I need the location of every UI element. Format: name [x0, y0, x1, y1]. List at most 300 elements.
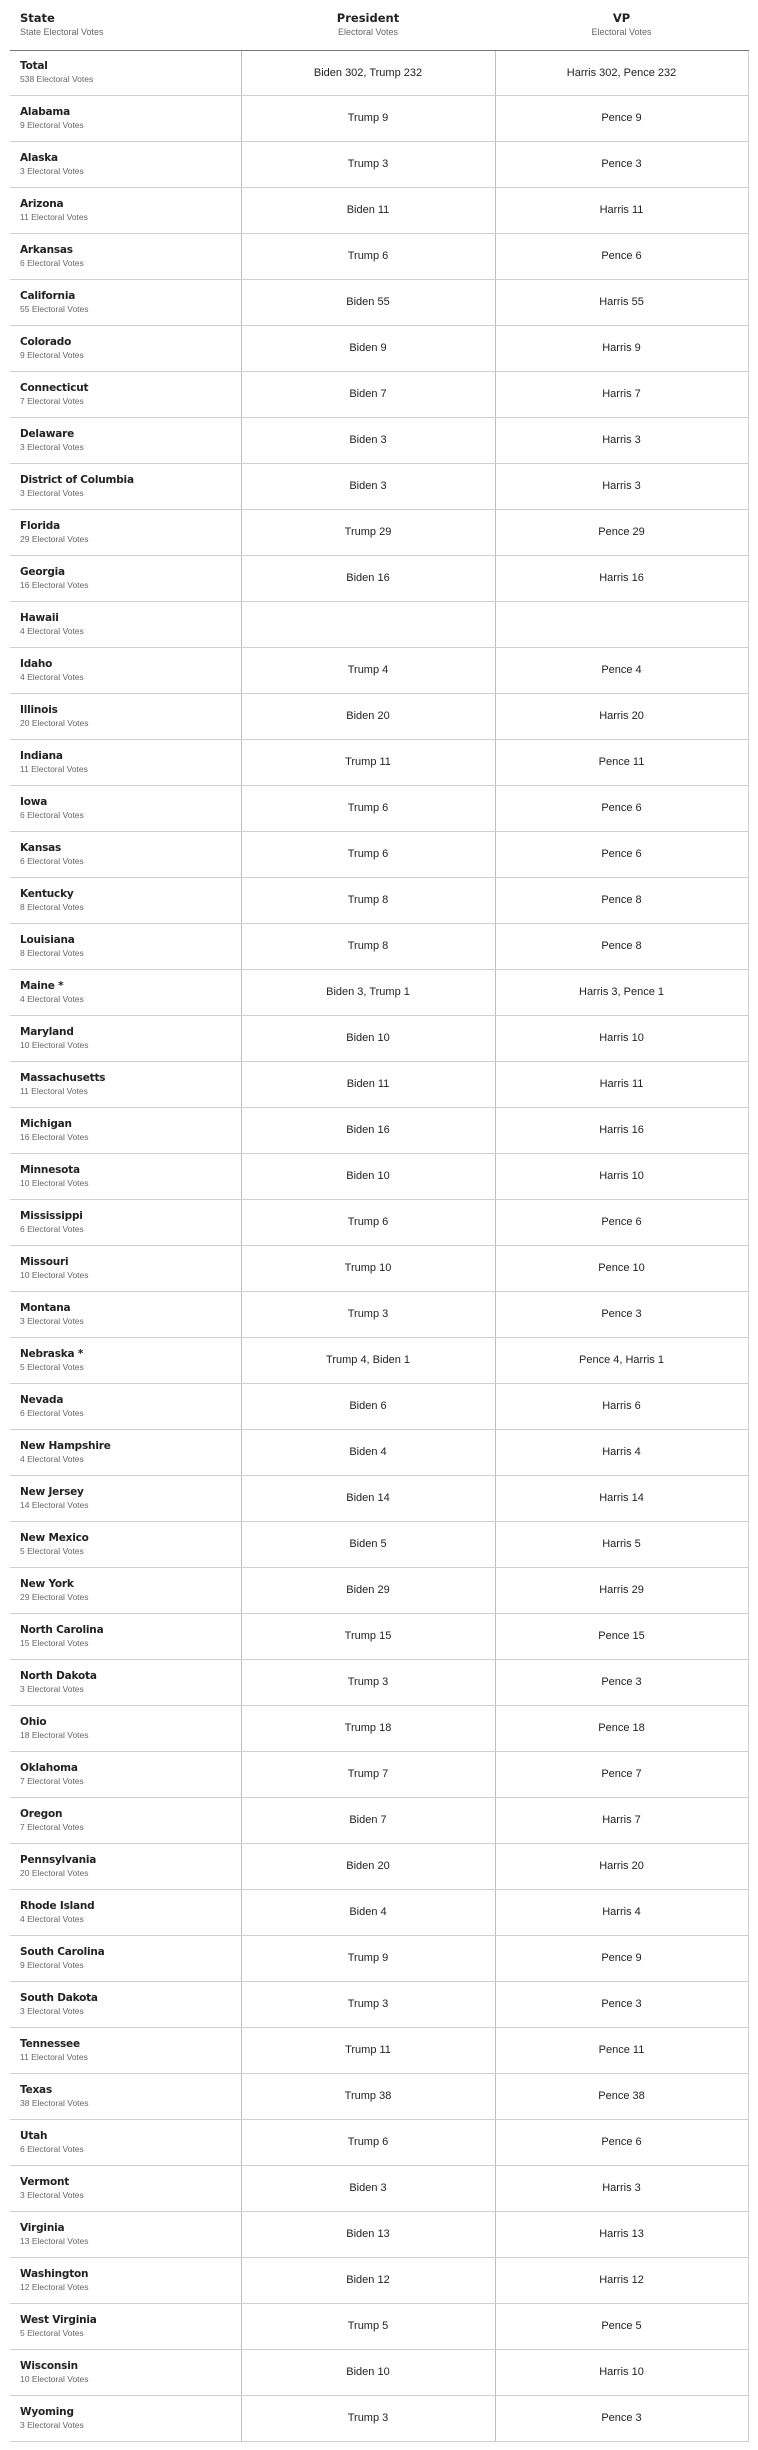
- state-electoral-votes: 4 Electoral Votes: [20, 625, 84, 636]
- president-votes-cell: Trump 8: [241, 923, 495, 969]
- state-electoral-votes: 3 Electoral Votes: [20, 1315, 84, 1326]
- state-electoral-votes: 18 Electoral Votes: [20, 1729, 89, 1740]
- state-electoral-votes: 9 Electoral Votes: [20, 119, 84, 130]
- state-cell: [10, 1521, 241, 1567]
- president-votes-cell: Biden 55: [241, 279, 495, 325]
- state-name: Texas: [20, 2083, 52, 2096]
- vp-votes-cell: Pence 7: [495, 1751, 748, 1797]
- state-cell: [10, 1153, 241, 1199]
- president-votes-cell: Trump 10: [241, 1245, 495, 1291]
- president-votes-cell: Trump 29: [241, 509, 495, 555]
- state-name: Florida: [20, 519, 60, 532]
- table-row: [10, 2165, 748, 2211]
- table-row: [10, 509, 748, 555]
- header-row: [10, 0, 748, 50]
- vp-votes-cell: Harris 4: [495, 1429, 748, 1475]
- state-cell: [10, 509, 241, 555]
- table-row: [10, 1337, 748, 1383]
- table-row: [10, 2027, 748, 2073]
- vp-votes-cell: Pence 6: [495, 233, 748, 279]
- state-cell: [10, 1015, 241, 1061]
- president-votes-cell: Trump 3: [241, 1659, 495, 1705]
- table-row: [10, 1429, 748, 1475]
- state-electoral-votes: 6 Electoral Votes: [20, 1223, 84, 1234]
- table-row: [10, 2257, 748, 2303]
- state-name: Rhode Island: [20, 1899, 95, 1912]
- state-name: South Dakota: [20, 1991, 98, 2004]
- president-votes-cell: Biden 16: [241, 555, 495, 601]
- president-votes-cell: Trump 4: [241, 647, 495, 693]
- state-electoral-votes: 9 Electoral Votes: [20, 1959, 84, 1970]
- state-electoral-votes: 5 Electoral Votes: [20, 1361, 84, 1372]
- president-votes-cell: Trump 3: [241, 1981, 495, 2027]
- state-electoral-votes: 29 Electoral Votes: [20, 533, 89, 544]
- president-votes-cell: Biden 4: [241, 1889, 495, 1935]
- president-votes-cell: Biden 20: [241, 1843, 495, 1889]
- state-name: Alaska: [20, 151, 58, 164]
- state-cell: [10, 1705, 241, 1751]
- state-electoral-votes: 538 Electoral Votes: [20, 74, 94, 84]
- state-electoral-votes: 11 Electoral Votes: [20, 2051, 88, 2062]
- president-votes-cell: Biden 9: [241, 325, 495, 371]
- vp-votes-cell: Pence 3: [495, 1981, 748, 2027]
- president-votes-cell: Trump 3: [241, 141, 495, 187]
- table-row: [10, 2395, 748, 2441]
- president-votes-cell: Trump 38: [241, 2073, 495, 2119]
- president-votes-cell: Biden 16: [241, 1107, 495, 1153]
- president-votes-cell: Biden 20: [241, 693, 495, 739]
- state-name: Oklahoma: [20, 1761, 78, 1774]
- president-votes-cell: Trump 11: [241, 2027, 495, 2073]
- state-name: Mississippi: [20, 1209, 83, 1222]
- vp-votes-cell: Pence 10: [495, 1245, 748, 1291]
- vp-votes-cell: Harris 55: [495, 279, 748, 325]
- president-votes-cell: Biden 4: [241, 1429, 495, 1475]
- table-row: [10, 1935, 748, 1981]
- state-electoral-votes: 6 Electoral Votes: [20, 257, 84, 268]
- state-name: Georgia: [20, 565, 65, 578]
- state-name: Michigan: [20, 1117, 72, 1130]
- table-row: [10, 555, 748, 601]
- vp-votes-cell: Harris 5: [495, 1521, 748, 1567]
- table-row: [10, 1199, 748, 1245]
- state-cell: [10, 2395, 241, 2441]
- state-cell: [10, 2119, 241, 2165]
- state-electoral-votes: 6 Electoral Votes: [20, 855, 84, 866]
- vp-votes-cell: Harris 10: [495, 1153, 748, 1199]
- state-name: Nebraska *: [20, 1347, 84, 1360]
- president-votes-cell: Trump 15: [241, 1613, 495, 1659]
- president-votes-cell: Trump 18: [241, 1705, 495, 1751]
- vp-votes-cell: Pence 3: [495, 2395, 748, 2441]
- vp-votes-cell: Pence 8: [495, 877, 748, 923]
- table-row: [10, 463, 748, 509]
- state-name: Wisconsin: [20, 2359, 78, 2372]
- vp-votes-cell: Harris 7: [495, 371, 748, 417]
- vp-column-header: [495, 0, 748, 50]
- president-votes-cell: Trump 8: [241, 877, 495, 923]
- vp-votes-cell: Harris 9: [495, 325, 748, 371]
- table-row: [10, 187, 748, 233]
- state-electoral-votes: 3 Electoral Votes: [20, 165, 84, 176]
- state-electoral-votes: 6 Electoral Votes: [20, 1407, 84, 1418]
- state-cell: [10, 923, 241, 969]
- vp-votes-cell: Pence 29: [495, 509, 748, 555]
- state-cell: [10, 1659, 241, 1705]
- vp-header-title: VP: [612, 11, 631, 25]
- table-row: [10, 1567, 748, 1613]
- state-electoral-votes: 3 Electoral Votes: [20, 2005, 84, 2016]
- table-row: [10, 325, 748, 371]
- vp-votes-cell: Harris 3: [495, 417, 748, 463]
- state-electoral-votes: 13 Electoral Votes: [20, 2235, 89, 2246]
- state-electoral-votes: 38 Electoral Votes: [20, 2097, 89, 2108]
- state-name: District of Columbia: [20, 473, 134, 486]
- state-electoral-votes: 6 Electoral Votes: [20, 809, 84, 820]
- table-row: [10, 1843, 748, 1889]
- state-cell: [10, 325, 241, 371]
- president-votes-cell: Trump 6: [241, 233, 495, 279]
- state-name: Iowa: [20, 795, 48, 808]
- state-electoral-votes: 7 Electoral Votes: [20, 1775, 84, 1786]
- president-votes-cell: Biden 3: [241, 463, 495, 509]
- state-name: Missouri: [20, 1255, 69, 1268]
- vp-votes-cell: Harris 3, Pence 1: [495, 969, 748, 1015]
- state-name: New York: [20, 1577, 74, 1590]
- vp-votes-cell: Harris 7: [495, 1797, 748, 1843]
- table-row: [10, 1015, 748, 1061]
- state-electoral-votes: 3 Electoral Votes: [20, 2419, 84, 2430]
- state-cell: [10, 371, 241, 417]
- state-header-subtitle: State Electoral Votes: [20, 27, 104, 37]
- state-cell: [10, 463, 241, 509]
- state-electoral-votes: 11 Electoral Votes: [20, 1085, 88, 1096]
- state-cell: [10, 2303, 241, 2349]
- state-cell: [10, 2165, 241, 2211]
- state-electoral-votes: 5 Electoral Votes: [20, 2327, 84, 2338]
- state-name: Illinois: [20, 703, 58, 716]
- state-cell: [10, 1383, 241, 1429]
- state-header-title: State: [20, 11, 55, 25]
- vp-votes-cell: Harris 12: [495, 2257, 748, 2303]
- state-name: Maryland: [20, 1025, 74, 1038]
- vp-votes-cell: Pence 3: [495, 1659, 748, 1705]
- president-votes-cell: Trump 11: [241, 739, 495, 785]
- state-electoral-votes: 10 Electoral Votes: [20, 1269, 89, 1280]
- state-electoral-votes: 10 Electoral Votes: [20, 1039, 89, 1050]
- vp-votes-cell: Harris 20: [495, 693, 748, 739]
- vp-votes-cell: Pence 15: [495, 1613, 748, 1659]
- state-name: Colorado: [20, 335, 72, 348]
- state-name: Minnesota: [20, 1163, 80, 1176]
- state-name: Montana: [20, 1301, 71, 1314]
- state-electoral-votes: 10 Electoral Votes: [20, 2373, 89, 2384]
- table-row: [10, 417, 748, 463]
- vp-votes-cell: Pence 5: [495, 2303, 748, 2349]
- state-electoral-votes: 8 Electoral Votes: [20, 947, 84, 958]
- state-electoral-votes: 4 Electoral Votes: [20, 1453, 84, 1464]
- president-votes-cell: Biden 3: [241, 417, 495, 463]
- state-name: Massachusetts: [20, 1071, 106, 1084]
- president-header-subtitle: Electoral Votes: [337, 27, 399, 37]
- state-electoral-votes: 4 Electoral Votes: [20, 671, 84, 682]
- state-cell: [10, 2027, 241, 2073]
- table-row: [10, 141, 748, 187]
- state-name: Delaware: [20, 427, 75, 440]
- state-name: Total: [20, 60, 48, 72]
- vp-votes-cell: Harris 302, Pence 232: [495, 50, 748, 95]
- state-electoral-votes: 14 Electoral Votes: [20, 1499, 89, 1510]
- vp-votes-cell: Harris 13: [495, 2211, 748, 2257]
- state-name: Alabama: [20, 105, 71, 118]
- state-column-header: [10, 0, 241, 50]
- president-votes-cell: Biden 14: [241, 1475, 495, 1521]
- president-votes-cell: Biden 10: [241, 1015, 495, 1061]
- president-votes-cell: Trump 9: [241, 95, 495, 141]
- state-name: Vermont: [20, 2175, 70, 2188]
- president-votes-cell: Biden 7: [241, 1797, 495, 1843]
- state-electoral-votes: 5 Electoral Votes: [20, 1545, 84, 1556]
- state-name: New Jersey: [20, 1485, 84, 1498]
- table-row: [10, 1107, 748, 1153]
- state-electoral-votes: 3 Electoral Votes: [20, 441, 84, 452]
- table-row: [10, 1521, 748, 1567]
- state-name: Hawaii: [20, 611, 59, 624]
- president-votes-cell: Trump 7: [241, 1751, 495, 1797]
- state-cell: [10, 1245, 241, 1291]
- vp-votes-cell: Harris 10: [495, 1015, 748, 1061]
- vp-votes-cell: Pence 8: [495, 923, 748, 969]
- table-row: [10, 785, 748, 831]
- state-cell: [10, 50, 241, 95]
- state-cell: [10, 1061, 241, 1107]
- president-votes-cell: Biden 12: [241, 2257, 495, 2303]
- president-votes-cell: Biden 13: [241, 2211, 495, 2257]
- table-row: [10, 1475, 748, 1521]
- state-electoral-votes: 9 Electoral Votes: [20, 349, 84, 360]
- president-votes-cell: Biden 3, Trump 1: [241, 969, 495, 1015]
- table-row: [10, 1889, 748, 1935]
- state-cell: [10, 279, 241, 325]
- state-name: South Carolina: [20, 1945, 105, 1958]
- president-votes-cell: Trump 4, Biden 1: [241, 1337, 495, 1383]
- table-row: [10, 233, 748, 279]
- state-name: Oregon: [20, 1807, 63, 1820]
- state-cell: [10, 2257, 241, 2303]
- vp-votes-cell: [495, 601, 748, 647]
- vp-header-subtitle: Electoral Votes: [591, 27, 652, 37]
- state-electoral-votes: 16 Electoral Votes: [20, 579, 89, 590]
- table-row: [10, 2073, 748, 2119]
- state-cell: [10, 647, 241, 693]
- table-row: [10, 739, 748, 785]
- vp-votes-cell: Harris 4: [495, 1889, 748, 1935]
- state-cell: [10, 2211, 241, 2257]
- state-cell: [10, 95, 241, 141]
- president-votes-cell: Trump 6: [241, 2119, 495, 2165]
- state-name: Pennsylvania: [20, 1853, 97, 1866]
- president-votes-cell: Trump 6: [241, 1199, 495, 1245]
- state-name: Wyoming: [20, 2405, 74, 2418]
- state-cell: [10, 1337, 241, 1383]
- president-header-title: President: [336, 11, 400, 25]
- state-name: North Dakota: [20, 1669, 97, 1682]
- state-cell: [10, 601, 241, 647]
- president-votes-cell: Biden 29: [241, 1567, 495, 1613]
- state-electoral-votes: 3 Electoral Votes: [20, 487, 84, 498]
- vp-votes-cell: Harris 11: [495, 1061, 748, 1107]
- state-name: Maine *: [20, 979, 64, 992]
- table-row: [10, 1153, 748, 1199]
- state-cell: [10, 2073, 241, 2119]
- president-votes-cell: Trump 3: [241, 2395, 495, 2441]
- state-name: Indiana: [20, 749, 63, 762]
- table-row: [10, 2303, 748, 2349]
- state-electoral-votes: 20 Electoral Votes: [20, 717, 89, 728]
- vp-votes-cell: Pence 4, Harris 1: [495, 1337, 748, 1383]
- president-votes-cell: Trump 6: [241, 785, 495, 831]
- table-row: [10, 1797, 748, 1843]
- state-cell: [10, 1613, 241, 1659]
- table-row: [10, 1245, 748, 1291]
- table-row: [10, 95, 748, 141]
- state-electoral-votes: 6 Electoral Votes: [20, 2143, 84, 2154]
- state-cell: [10, 1429, 241, 1475]
- state-cell: [10, 1107, 241, 1153]
- table-row: [10, 1291, 748, 1337]
- table-body: [10, 50, 748, 2441]
- table-row: [10, 693, 748, 739]
- state-electoral-votes: 29 Electoral Votes: [20, 1591, 89, 1602]
- state-electoral-votes: 4 Electoral Votes: [20, 1913, 84, 1924]
- president-votes-cell: Biden 7: [241, 371, 495, 417]
- state-cell: [10, 233, 241, 279]
- table-row: [10, 50, 748, 95]
- state-electoral-votes: 7 Electoral Votes: [20, 395, 84, 406]
- state-electoral-votes: 16 Electoral Votes: [20, 1131, 89, 1142]
- table-row: [10, 1659, 748, 1705]
- state-name: Virginia: [20, 2221, 65, 2234]
- president-votes-cell: Biden 302, Trump 232: [241, 50, 495, 95]
- state-electoral-votes: 7 Electoral Votes: [20, 1821, 84, 1832]
- table-row: [10, 877, 748, 923]
- table-row: [10, 279, 748, 325]
- state-cell: [10, 739, 241, 785]
- vp-votes-cell: Pence 11: [495, 739, 748, 785]
- vp-votes-cell: Harris 3: [495, 463, 748, 509]
- vp-votes-cell: Harris 6: [495, 1383, 748, 1429]
- state-name: Arizona: [20, 197, 64, 210]
- vp-votes-cell: Pence 38: [495, 2073, 748, 2119]
- state-name: Kansas: [20, 841, 62, 854]
- state-name: Arkansas: [20, 243, 73, 256]
- state-cell: [10, 1475, 241, 1521]
- table-row: [10, 601, 748, 647]
- state-name: California: [20, 289, 76, 302]
- table-row: [10, 831, 748, 877]
- state-cell: [10, 555, 241, 601]
- state-cell: [10, 1843, 241, 1889]
- table-row: [10, 647, 748, 693]
- vp-votes-cell: Harris 11: [495, 187, 748, 233]
- president-votes-cell: Biden 11: [241, 1061, 495, 1107]
- state-cell: [10, 831, 241, 877]
- state-cell: [10, 1935, 241, 1981]
- state-cell: [10, 1291, 241, 1337]
- vp-votes-cell: Pence 11: [495, 2027, 748, 2073]
- state-cell: [10, 417, 241, 463]
- state-name: Utah: [20, 2129, 48, 2142]
- state-electoral-votes: 3 Electoral Votes: [20, 2189, 84, 2200]
- president-votes-cell: Biden 10: [241, 2349, 495, 2395]
- vp-votes-cell: Pence 9: [495, 1935, 748, 1981]
- table-row: [10, 1613, 748, 1659]
- state-electoral-votes: 10 Electoral Votes: [20, 1177, 89, 1188]
- state-cell: [10, 1567, 241, 1613]
- state-name: Nevada: [20, 1393, 64, 1406]
- table-row: [10, 969, 748, 1015]
- state-cell: [10, 1199, 241, 1245]
- state-cell: [10, 969, 241, 1015]
- state-cell: [10, 877, 241, 923]
- vp-votes-cell: Harris 10: [495, 2349, 748, 2395]
- vp-votes-cell: Pence 6: [495, 2119, 748, 2165]
- state-cell: [10, 141, 241, 187]
- table-row: [10, 1705, 748, 1751]
- state-electoral-votes: 11 Electoral Votes: [20, 211, 88, 222]
- table-row: [10, 2349, 748, 2395]
- vp-votes-cell: Pence 3: [495, 1291, 748, 1337]
- state-name: New Mexico: [20, 1531, 89, 1544]
- table-row: [10, 1751, 748, 1797]
- state-cell: [10, 1797, 241, 1843]
- vp-votes-cell: Harris 14: [495, 1475, 748, 1521]
- table-row: [10, 371, 748, 417]
- state-name: Connecticut: [20, 381, 89, 394]
- vp-votes-cell: Pence 6: [495, 1199, 748, 1245]
- state-electoral-votes: 15 Electoral Votes: [20, 1637, 89, 1648]
- state-cell: [10, 187, 241, 233]
- vp-votes-cell: Pence 3: [495, 141, 748, 187]
- president-votes-cell: Biden 3: [241, 2165, 495, 2211]
- state-cell: [10, 693, 241, 739]
- vp-votes-cell: Pence 6: [495, 785, 748, 831]
- state-name: Louisiana: [20, 933, 75, 946]
- state-electoral-votes: 55 Electoral Votes: [20, 303, 89, 314]
- table-row: [10, 2211, 748, 2257]
- state-cell: [10, 1981, 241, 2027]
- table-row: [10, 923, 748, 969]
- state-name: Idaho: [20, 657, 53, 670]
- president-votes-cell: Trump 9: [241, 1935, 495, 1981]
- table-header: [10, 0, 748, 50]
- vp-votes-cell: Pence 4: [495, 647, 748, 693]
- state-name: Ohio: [20, 1715, 47, 1728]
- table-row: [10, 2119, 748, 2165]
- table-row: [10, 1981, 748, 2027]
- state-name: Washington: [20, 2267, 89, 2280]
- vp-votes-cell: Pence 18: [495, 1705, 748, 1751]
- table-row: [10, 1061, 748, 1107]
- president-votes-cell: [241, 601, 495, 647]
- president-votes-cell: Biden 6: [241, 1383, 495, 1429]
- electoral-votes-table: [10, 0, 749, 2442]
- state-cell: [10, 785, 241, 831]
- state-cell: [10, 1889, 241, 1935]
- vp-votes-cell: Harris 16: [495, 555, 748, 601]
- state-name: New Hampshire: [20, 1439, 111, 1452]
- vp-votes-cell: Pence 6: [495, 831, 748, 877]
